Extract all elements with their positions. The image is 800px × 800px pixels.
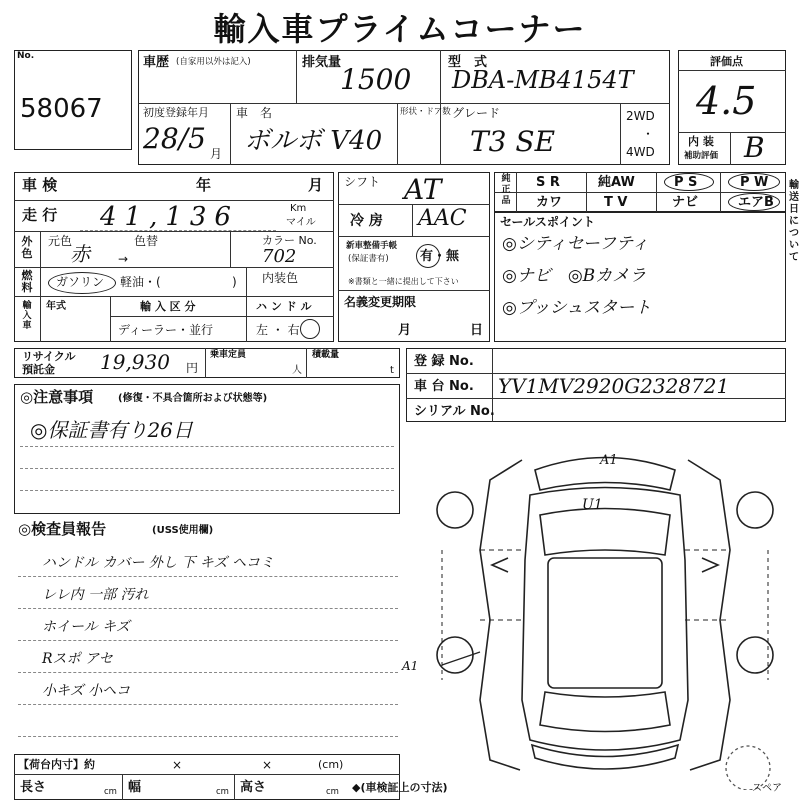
drive-4wd: 4WD [626,145,655,159]
report-line-5: 小キズ 小ヘコ [42,683,131,699]
car-diagram [420,440,790,790]
car-name-label: 車 名 [236,106,273,120]
inspection-month: 月 [308,176,324,194]
dim-height-label: 高さ [240,780,267,795]
sales-point-1: ◎シティセーフティ [502,234,649,254]
name-change-label: 名義変更期限 [344,295,417,309]
ac-label: 冷 房 [350,213,383,229]
interior-label: 内 装 [688,135,714,148]
recycle-label-2: 預託金 [22,363,55,376]
model-type-value: DBA-MB4154T [452,66,634,94]
name-change-day: 日 [470,323,484,338]
history-label: 車歴 [143,55,170,70]
fuel-diesel: 軽油・( [120,275,161,289]
equip-sr: S R [536,175,560,190]
import-category-label: 輸 入 区 分 [140,300,196,313]
grade-label: グレード [452,106,501,120]
ac-value: AAC [418,206,467,231]
equip-airbag: エアB [738,195,774,210]
equip-pw: P W [740,175,769,190]
shift-value: AT [404,173,442,206]
equip-leather: カワ [536,195,563,210]
capacity-unit: 人 [292,365,302,376]
handle-value: 左 ・ 右 [256,323,300,337]
load-unit: t [390,365,394,376]
notes-line-1: ◎保証書有り26日 [30,418,193,442]
drive-2wd: 2WD [626,109,655,123]
chassis-label: 車 台 No. [414,379,474,394]
dim-length-label: 長さ [20,780,47,795]
history-note: (自家用以外は記入) [176,57,251,67]
mileage-value: 41,136 [100,202,239,232]
recycle-label-1: リサイクル [22,350,76,363]
page-title: 輸入車プライムコーナー [213,10,587,48]
mileage-unit-mile: マイル [286,217,316,228]
sales-point-3: ◎プッシュスタート [502,298,652,318]
original-color-label: 元色 [48,234,73,248]
equip-ps: P S [674,175,698,190]
name-change-month: 月 [398,323,412,338]
shift-label: シフト [344,175,381,189]
registration-label: 登 録 No. [414,354,474,369]
equip-aw: 純AW [598,175,635,190]
outer-color-label: 外色 [21,235,33,260]
dim-width-unit: cm [216,787,229,797]
color-no-label: カラー No. [262,234,317,247]
maintenance-label: 新車整備手帳 [346,241,398,251]
import-year-label: 年式 [46,301,66,312]
score-value: 4.5 [696,79,757,123]
cargo-label: 【荷台内寸】約 [18,758,95,771]
fuel-gasoline: ガソリン [56,275,105,289]
equip-tv: T V [604,195,628,210]
report-label: ◎検査員報告 [18,520,107,538]
drive-dot: ・ [642,127,655,141]
grade-value: T3 SE [470,125,556,158]
report-line-3: ホイール キズ [42,619,130,635]
dim-length-unit: cm [104,787,117,797]
recycle-value: 19,930 [100,350,170,374]
report-line-4: Rスポ アセ [42,651,113,667]
change-color-value: → [118,252,129,266]
lot-label: No. [17,51,35,61]
notes-label: ◎注意事項 [20,388,94,406]
damage-mark-roof: U1 [582,497,603,513]
fuel-label: 燃料 [21,269,33,294]
notes-sub-label: (修復・不具合箇所および状態等) [118,393,268,404]
inspection-label: 車 検 [22,176,58,194]
color-no-value: 702 [262,246,297,267]
spare-label: スペア [752,783,782,794]
mileage-unit-km: Km [290,203,307,214]
import-car-label: 輸入車 [22,301,32,331]
equip-navi: ナビ [672,195,699,210]
dim-height-unit: cm [326,787,339,797]
sales-point-2: ◎ナビ ◎Bカメラ [502,266,647,286]
car-name-value: ボルボ V40 [244,126,383,156]
report-line-1: ハンドル カバー 外し 下 キズ ヘコミ [42,555,274,571]
capacity-label: 乗車定員 [210,350,247,360]
cargo-x2: × [262,758,273,772]
dims-note: ◆(車検証上の寸法) [352,781,448,794]
cargo-x1: × [172,758,183,772]
equipment-label: 純正品 [501,174,511,206]
model-type-label: 型 式 [448,55,488,70]
chassis-value: YV1MV2920G2328721 [498,374,730,398]
load-label: 積載量 [312,350,340,360]
lot-number: 58067 [20,94,103,124]
side-vertical-text: 輸送日について [789,180,799,263]
first-reg-label: 初度登録年月 [143,106,209,119]
interior-sub-label: 補助評価 [684,151,719,161]
displacement-label: 排気量 [302,55,342,70]
report-sub-label: (USS使用欄) [152,525,214,536]
displacement-value: 1500 [340,63,412,96]
sales-points-label: セールスポイント [500,215,595,229]
report-line-2: レレ内 一部 汚れ [42,587,149,603]
interior-value: B [744,131,765,164]
inspection-year: 年 [196,176,212,194]
original-color-value: 赤 [70,242,90,266]
door-label: 形状・ドア数 [400,107,451,117]
damage-mark-front: A1 [600,453,618,468]
serial-label: シリアル No. [414,404,495,419]
maintenance-sub-label: (保証書有) [348,254,389,264]
handle-label: ハ ン ド ル [256,300,312,313]
recycle-unit: 円 [186,361,199,375]
damage-mark-side: A1 [402,659,419,673]
inner-color-label: 内装色 [262,271,299,285]
change-color-label: 色替 [134,234,159,248]
maintenance-note: ※書類と一緒に提出して下さい [348,277,459,286]
maintenance-value: 有・無 [420,249,460,264]
first-reg-value: 28/5 [143,122,206,155]
cargo-unit: (cm) [318,758,344,771]
first-reg-unit: 月 [210,147,223,161]
import-category-value: ディーラー・並行 [118,323,214,337]
dim-width-label: 幅 [128,780,142,795]
score-label: 評価点 [710,55,743,68]
mileage-label: 走 行 [22,206,58,224]
